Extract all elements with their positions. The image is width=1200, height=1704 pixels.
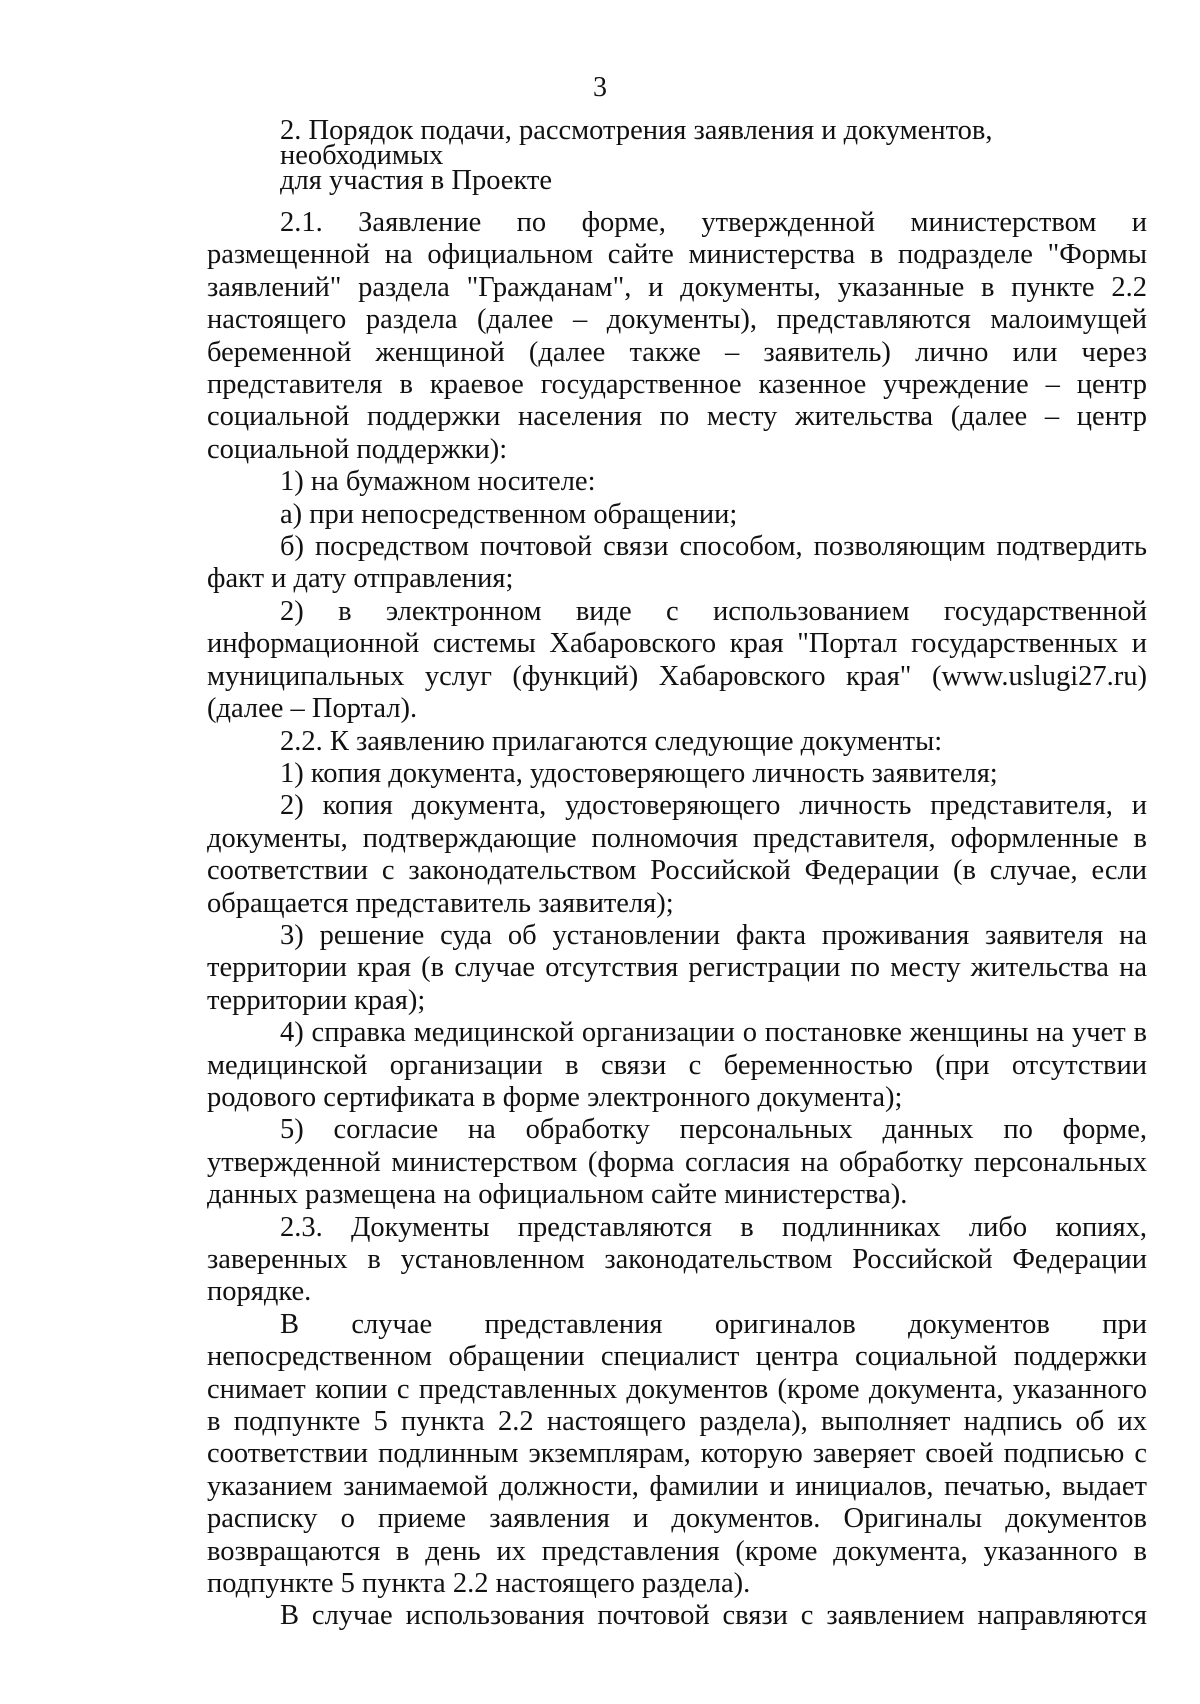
- document-body: [207, 115, 1147, 1633]
- section-heading-line-1: 2. Порядок подачи, рассмотрения заявления и документов, необходимых: [280, 115, 993, 171]
- paragraph-2-1-item-b: б) посредством почтовой связи способом, позволяющим подтвердить факт и дату отправления;: [207, 531, 1147, 595]
- paragraph-2-2-item-5: 5) согласие на обработку персональных данных по форме, утвержденной министерством (форма согласия на обработку персональных данных размещена на официальном сайте министерства).: [207, 1114, 1147, 1211]
- paragraph-originals: В случае представления оригиналов документов при непосредственном обращении специалист центра социальной поддержки снимает копии с представленных документов (кроме документа, указанного в подпункте 5 пункта 2.2 настоящего раздела), выполняет надпись об их соответствии подлинным экземплярам, которую заверяет своей подписью с указанием занимаемой должности, фамилии и инициалов, печатью, выдает расписку о приеме заявления и документов. Оригиналы документов возвращаются в день их представления (кроме документа, указанного в подпункте 5 пункта 2.2 настоящего раздела).: [207, 1308, 1147, 1600]
- section-heading-line-2: для участия в Проекте: [280, 165, 553, 196]
- paragraph-2-1-item-a: а) при непосредственном обращении;: [280, 498, 738, 530]
- paragraph-postal: В случае использования почтовой связи с заявлением направляются: [280, 1600, 1147, 1632]
- paragraph-2-3: 2.3. Документы представляются в подлинниках либо копиях, заверенных в установленном законодательством Российской Федерации порядке.: [207, 1211, 1147, 1308]
- paragraph-2-2: 2.2. К заявлению прилагаются следующие документы:: [280, 725, 943, 757]
- paragraph-2-2-item-3: 3) решение суда об установлении факта проживания заявителя на территории края (в случае отсутствия регистрации по месту жительства на территории края);: [207, 919, 1147, 1016]
- paragraph-2-1-item-1: 1) на бумажном носителе:: [280, 466, 596, 498]
- paragraph-2-2-item-1: 1) копия документа, удостоверяющего личность заявителя;: [280, 757, 998, 789]
- paragraph-2-1-item-2: 2) в электронном виде с использованием государственной информационной системы Хабаровского края "Портал государственных и муниципальных услуг (функций) Хабаровского края" (www.uslugi27.ru) (далее – Портал).: [207, 595, 1147, 725]
- section-heading: [207, 115, 1147, 196]
- paragraph-2-1: 2.1. Заявление по форме, утвержденной министерством и размещенной на официальном сайте министерства в подразделе "Формы заявлений" раздела "Гражданам", и документы, указанные в пункте 2.2 настоящего раздела (далее – документы), представляются малоимущей беременной женщиной (далее также – заявитель) лично или через представителя в краевое государственное казенное учреждение – центр социальной поддержки населения по месту жительства (далее – центр социальной поддержки):: [207, 207, 1147, 465]
- page-number: 3: [593, 72, 607, 103]
- paragraph-2-2-item-4: 4) справка медицинской организации о постановке женщины на учет в медицинской организации в связи с беременностью (при отсутствии родового сертификата в форме электронного документа);: [207, 1017, 1147, 1113]
- paragraph-2-2-item-2: 2) копия документа, удостоверяющего личность представителя, и документы, подтверждающие полномочия представителя, оформленные в соответствии с законодательством Российской Федерации (в случае, если обращается представитель заявителя);: [207, 790, 1147, 919]
